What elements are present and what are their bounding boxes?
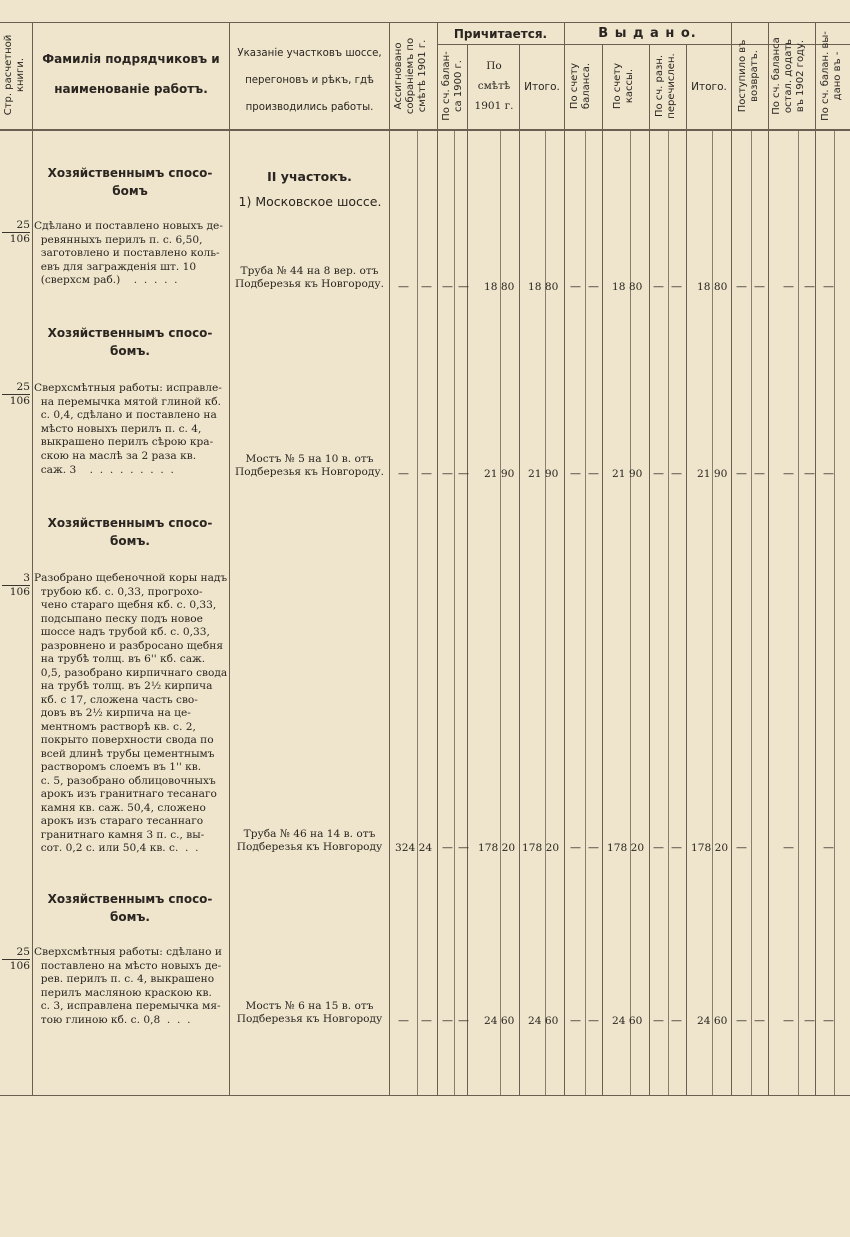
kop-rule <box>585 131 586 1095</box>
entry-ref-num: 25 <box>16 946 30 958</box>
dash: — <box>398 280 409 293</box>
header-paid-total: Итого. <box>691 81 727 93</box>
entry-paid-total: 18 80 <box>697 281 728 293</box>
kop-rule <box>712 131 713 1095</box>
dash: — <box>442 467 453 480</box>
entry-total: 24 60 <box>528 1015 559 1027</box>
dash: — <box>398 467 409 480</box>
entry-method: Хозяйственнымъ спосо- бомъ. <box>47 516 213 548</box>
kop-rule <box>630 131 631 1095</box>
header-due-balance: По сч. балан- са 1900 г. <box>441 51 464 121</box>
dash: — <box>653 280 664 293</box>
dash: — <box>588 467 599 480</box>
entry-total: 178 20 <box>522 842 560 854</box>
kop-rule <box>454 131 455 1095</box>
road-heading: 1) Московское шоссе. <box>238 194 382 209</box>
entry-ref-num: 25 <box>16 381 30 393</box>
entry-estimate: 24 60 <box>484 1015 515 1027</box>
col-rule <box>768 22 769 1095</box>
dash: — <box>570 1014 581 1027</box>
entry-ref-den: 106 <box>2 585 30 599</box>
entry-ref <box>2 219 30 246</box>
dash: — <box>804 1014 815 1027</box>
top-rule <box>0 22 850 23</box>
col-rule <box>467 44 468 1095</box>
dash: — <box>421 1014 432 1027</box>
kop-rule <box>751 131 752 1095</box>
dash: — <box>653 841 664 854</box>
header-remaining: По сч. баланса остал. додать въ 1902 году. <box>771 37 806 115</box>
entry-cash: 24 60 <box>612 1015 643 1027</box>
dash: — <box>783 467 794 480</box>
entry-ref <box>2 946 30 973</box>
header-ref: Стр. расчетной книги. <box>3 34 26 116</box>
entry-method: Хозяйственнымъ спосо- бомъ. <box>47 326 213 358</box>
kop-rule <box>545 131 546 1095</box>
entry-total: 21 90 <box>528 468 559 480</box>
dash: — <box>671 1014 682 1027</box>
header-sites: Указаніе участковъ шоссе, перегоновъ и рѣкъ, гдѣ производились работы. <box>237 48 382 113</box>
dash: — <box>421 467 432 480</box>
bottom-rule <box>0 1095 850 1096</box>
dash: — <box>783 841 794 854</box>
entry-cash: 18 80 <box>612 281 643 293</box>
entry-method: Хозяйственнымъ спосо- бомъ <box>47 166 213 198</box>
kop-rule <box>668 131 669 1095</box>
header-group-due: Причитается. <box>453 27 548 41</box>
col-rule <box>389 22 390 1095</box>
header-paid-balance: По счету баланса. <box>569 62 592 110</box>
dash: — <box>458 1014 469 1027</box>
col-rule <box>32 22 33 1095</box>
entry-ref-den: 106 <box>2 232 30 246</box>
entry-ref-num: 3 <box>23 572 30 584</box>
entry-assigned: 324 24 <box>395 842 433 854</box>
entry-paid-total: 178 20 <box>691 842 729 854</box>
header-names: Фамилія подрядчиковъ и наименованіе работъ. <box>42 52 220 96</box>
col-rule <box>602 44 603 1095</box>
entry-description: Разобрано щебеночной коры надъ трубою кб. с. 0,33, прогрохо- чено стараго щебня кб. с. 0,33, подсыпано песку подъ новое шоссе надъ трубой кб. с. 0,33, разровнено и разбросано щебня на трубѣ толщ. въ 6'' кб. саж. 0,5, разобрано кирпичнаго свода на трубѣ толщ. въ 2½ кирпича кб. с 17, сложена часть сво- довъ въ 2½ кирпича на це- ментномъ растворѣ кв. с. 2, покрыто поверхности свода по всей длинѣ трубы цементнымъ растворомъ слоемъ въ 1'' кв. с. 5, разобрано облицовочныхъ арокъ изъ гранитнаго тесанаго камня кв. саж. 50,4, сложено арокъ изъ стараго тесаннаго гранитнаго камня 3 п. с., вы- сот. 0,2 с. или 50,4 кв. с. . . <box>34 572 228 854</box>
kop-rule <box>834 131 835 1095</box>
entry-location: Труба № 44 на 8 вер. отъ Подберезья къ Новгороду. <box>235 265 384 290</box>
entry-description: Сдѣлано и поставлено новыхъ де- ревянныхъ перилъ п. с. 6,50, заготовлено и поставлено коль- евъ для загражденія шт. 10 (сверхсм раб.) . . . . . <box>34 220 223 287</box>
col-rule <box>649 44 650 1095</box>
col-rule <box>564 22 565 1095</box>
dash: — <box>823 467 834 480</box>
district-heading: II участокъ. <box>267 169 352 184</box>
entry-description: Сверхсмѣтныя работы: исправле- на перемычка мятой глиной кб. с. 0,4, сдѣлано и поставлено на мѣсто новыхъ перилъ п. с. 4, выкрашено перилъ сѣрою кра- скою на маслѣ за 2 раза кв. саж. 3 . . . . . . . . . <box>34 382 222 476</box>
dash: — <box>588 280 599 293</box>
dash: — <box>783 280 794 293</box>
dash: — <box>653 1014 664 1027</box>
header-due-total: Итого. <box>524 81 560 93</box>
dash: — <box>823 841 834 854</box>
header-assigned: Ассигновано собраніемъ по смѣтѣ 1901 г. <box>393 37 428 115</box>
dash: — <box>570 280 581 293</box>
dash: — <box>736 280 747 293</box>
col-rule <box>437 22 438 1095</box>
dash: — <box>736 1014 747 1027</box>
entry-description: Сверхсмѣтныя работы: сдѣлано и поставлено на мѣсто новыхъ де- рев. перилъ п. с. 4, выкрашено перилъ масляною краскою кв. с. 3, исправлена перемычка мя- тою глиною кб. с. 0,8 . . . <box>34 946 222 1026</box>
dash: — <box>754 467 765 480</box>
dash: — <box>783 1014 794 1027</box>
col-rule <box>815 22 816 1095</box>
entry-paid-total: 24 60 <box>697 1015 728 1027</box>
dash: — <box>671 467 682 480</box>
header-overpaid: По сч. балан. вы- дано въ - <box>820 31 843 121</box>
col-rule <box>519 44 520 1095</box>
col-rule <box>731 22 732 1095</box>
dash: — <box>458 280 469 293</box>
kop-rule <box>500 131 501 1095</box>
dash: — <box>458 467 469 480</box>
header-paid-transfers: По сч. разн. перечислен. <box>654 53 677 119</box>
entry-ref <box>2 572 30 599</box>
header-paid-cash: По счету кассы. <box>612 62 635 110</box>
entry-total: 18 80 <box>528 281 559 293</box>
dash: — <box>823 1014 834 1027</box>
dash: — <box>754 280 765 293</box>
dash: — <box>671 280 682 293</box>
dash: — <box>588 841 599 854</box>
dash: — <box>804 280 815 293</box>
kop-rule <box>798 131 799 1095</box>
dash: — <box>804 467 815 480</box>
col-rule <box>686 44 687 1095</box>
dash: — <box>458 841 469 854</box>
entry-ref <box>2 381 30 408</box>
entry-estimate: 178 20 <box>478 842 516 854</box>
dash: — <box>570 467 581 480</box>
entry-ref-num: 25 <box>16 219 30 231</box>
entry-estimate: 21 90 <box>484 468 515 480</box>
entry-method: Хозяйственнымъ спосо- бомъ. <box>47 892 213 924</box>
header-group-paid: В ы д а н о. <box>598 26 697 41</box>
entry-estimate: 18 80 <box>484 281 515 293</box>
dash: — <box>421 280 432 293</box>
dash: — <box>754 1014 765 1027</box>
kop-rule <box>417 131 418 1095</box>
entry-ref-den: 106 <box>2 394 30 408</box>
dash: — <box>671 841 682 854</box>
entry-cash: 178 20 <box>607 842 645 854</box>
dash: — <box>736 467 747 480</box>
dash: — <box>442 841 453 854</box>
dash: — <box>570 841 581 854</box>
entry-location: Мостъ № 6 на 15 в. отъ Подберезья къ Новгороду <box>236 1000 383 1025</box>
entry-location: Труба № 46 на 14 в. отъ Подберезья къ Новгороду <box>236 828 383 853</box>
col-rule <box>229 22 230 1095</box>
entry-cash: 21 90 <box>612 468 643 480</box>
dash: — <box>398 1014 409 1027</box>
entry-ref-den: 106 <box>2 959 30 973</box>
entry-location: Мостъ № 5 на 10 в. отъ Подберезья къ Новгороду. <box>235 453 384 478</box>
entry-paid-total: 21 90 <box>697 468 728 480</box>
header-returned: Поступило въ возвратъ. <box>737 39 760 113</box>
header-due-estimate: По смѣтѣ 1901 г. <box>474 60 514 112</box>
dash: — <box>442 1014 453 1027</box>
dash: — <box>653 467 664 480</box>
dash: — <box>442 280 453 293</box>
dash: — <box>588 1014 599 1027</box>
dash: — <box>736 841 747 854</box>
header-bottom-rule <box>0 129 850 131</box>
dash: — <box>823 280 834 293</box>
